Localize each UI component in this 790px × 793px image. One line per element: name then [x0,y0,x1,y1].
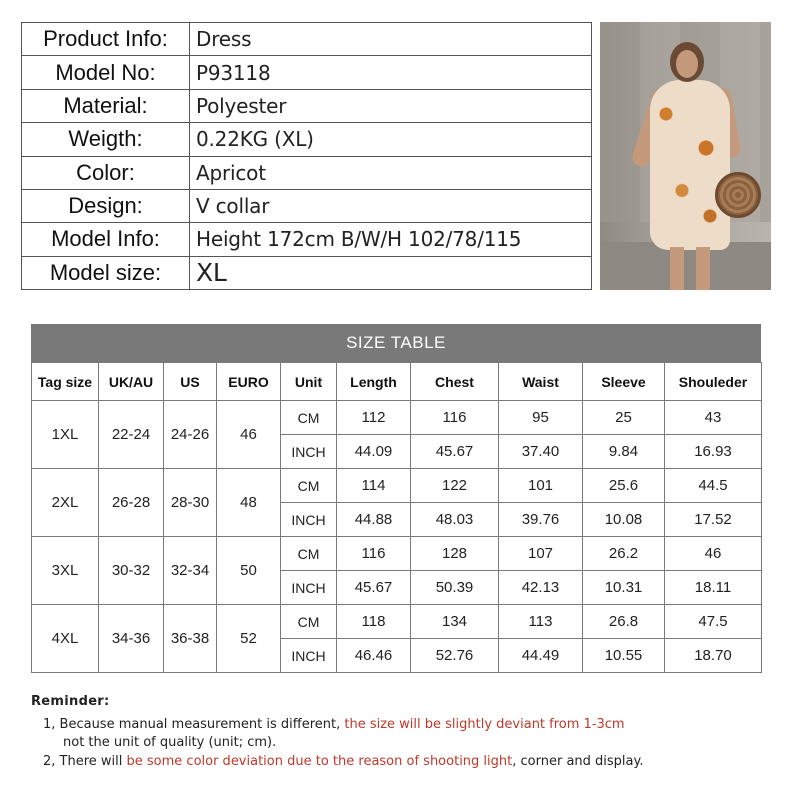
info-value: 0.22KG (XL) [190,123,592,156]
length-cell: 44.09 [337,435,411,469]
info-label: Weigth: [22,123,190,156]
euro-size-cell: 46 [217,401,281,469]
chest-cell: 45.67 [411,435,499,469]
waist-cell: 37.40 [499,435,583,469]
waist-cell: 39.76 [499,503,583,537]
length-cell: 45.67 [337,571,411,605]
us-size-cell: 24-26 [164,401,217,469]
uk-size-cell: 26-28 [99,469,164,537]
info-row-material [22,89,592,122]
size-table [31,362,762,673]
column-header: Waist [499,363,583,401]
info-row-model-no [22,56,592,89]
sleeve-cell: 25.6 [583,469,665,503]
info-label: Color: [22,156,190,189]
unit-cell: CM [281,537,337,571]
chest-cell: 50.39 [411,571,499,605]
unit-cell: INCH [281,571,337,605]
chest-cell: 52.76 [411,639,499,673]
length-cell: 44.88 [337,503,411,537]
table-row [32,469,762,503]
info-row-model-size [22,256,592,289]
waist-cell: 107 [499,537,583,571]
info-label: Product Info: [22,23,190,56]
unit-cell: INCH [281,503,337,537]
chest-cell: 128 [411,537,499,571]
shoulder-cell: 46 [665,537,762,571]
length-cell: 116 [337,537,411,571]
size-table-title: SIZE TABLE [31,324,761,362]
length-cell: 114 [337,469,411,503]
tag-size-cell: 3XL [32,537,99,605]
sleeve-cell: 10.31 [583,571,665,605]
reminder-line-1 [43,715,771,734]
reminder-text: , corner and display. [512,754,644,769]
reminder-line-1-continued: not the unit of quality (unit; cm). [63,735,277,750]
sleeve-cell: 26.8 [583,605,665,639]
info-label: Model No: [22,56,190,89]
size-table-section [31,324,761,673]
sleeve-cell: 10.55 [583,639,665,673]
info-label: Model Info: [22,223,190,256]
column-header: UK/AU [99,363,164,401]
tag-size-cell: 2XL [32,469,99,537]
column-header: Shouleder [665,363,762,401]
info-value: Dress [190,23,592,56]
shoulder-cell: 18.70 [665,639,762,673]
table-row [32,605,762,639]
info-row-design [22,189,592,222]
info-label: Design: [22,189,190,222]
reminder-text: 1, Because manual measurement is different, [43,717,345,732]
column-header: Tag size [32,363,99,401]
euro-size-cell: 52 [217,605,281,673]
reminder-line-2 [43,752,771,771]
waist-cell: 44.49 [499,639,583,673]
model-photo-icon [600,22,771,290]
unit-cell: INCH [281,639,337,673]
chest-cell: 134 [411,605,499,639]
reminder-warning-text: the size will be slightly deviant from 1-3cm [344,717,625,732]
info-row-model-info [22,223,592,256]
info-value: V collar [190,189,592,222]
info-value: Apricot [190,156,592,189]
unit-cell: CM [281,469,337,503]
info-label: Material: [22,89,190,122]
waist-cell: 113 [499,605,583,639]
info-row-product [22,23,592,56]
reminder-title: Reminder: [31,694,110,709]
info-label: Model size: [22,256,190,289]
chest-cell: 48.03 [411,503,499,537]
info-value: P93118 [190,56,592,89]
uk-size-cell: 22-24 [99,401,164,469]
table-row [32,401,762,435]
shoulder-cell: 17.52 [665,503,762,537]
size-table-header-row [32,363,762,401]
shoulder-cell: 47.5 [665,605,762,639]
sleeve-cell: 9.84 [583,435,665,469]
info-value: XL [190,256,592,289]
reminder-section [31,694,771,771]
sleeve-cell: 10.08 [583,503,665,537]
unit-cell: CM [281,401,337,435]
product-info-table [21,22,592,290]
length-cell: 46.46 [337,639,411,673]
chest-cell: 116 [411,401,499,435]
unit-cell: INCH [281,435,337,469]
column-header: Chest [411,363,499,401]
shoulder-cell: 44.5 [665,469,762,503]
info-row-color [22,156,592,189]
us-size-cell: 28-30 [164,469,217,537]
uk-size-cell: 30-32 [99,537,164,605]
waist-cell: 101 [499,469,583,503]
shoulder-cell: 16.93 [665,435,762,469]
us-size-cell: 36-38 [164,605,217,673]
reminder-warning-text: be some color deviation due to the reason of shooting light [126,754,513,769]
waist-cell: 42.13 [499,571,583,605]
tag-size-cell: 4XL [32,605,99,673]
sleeve-cell: 25 [583,401,665,435]
shoulder-cell: 18.11 [665,571,762,605]
length-cell: 118 [337,605,411,639]
column-header: US [164,363,217,401]
chest-cell: 122 [411,469,499,503]
euro-size-cell: 50 [217,537,281,605]
info-value: Height 172cm B/W/H 102/78/115 [190,223,592,256]
reminder-text: 2, There will [43,754,127,769]
us-size-cell: 32-34 [164,537,217,605]
table-row [32,537,762,571]
tag-size-cell: 1XL [32,401,99,469]
column-header: EURO [217,363,281,401]
column-header: Length [337,363,411,401]
info-value: Polyester [190,89,592,122]
length-cell: 112 [337,401,411,435]
info-row-weight [22,123,592,156]
column-header: Unit [281,363,337,401]
sleeve-cell: 26.2 [583,537,665,571]
waist-cell: 95 [499,401,583,435]
shoulder-cell: 43 [665,401,762,435]
unit-cell: CM [281,605,337,639]
uk-size-cell: 34-36 [99,605,164,673]
euro-size-cell: 48 [217,469,281,537]
column-header: Sleeve [583,363,665,401]
